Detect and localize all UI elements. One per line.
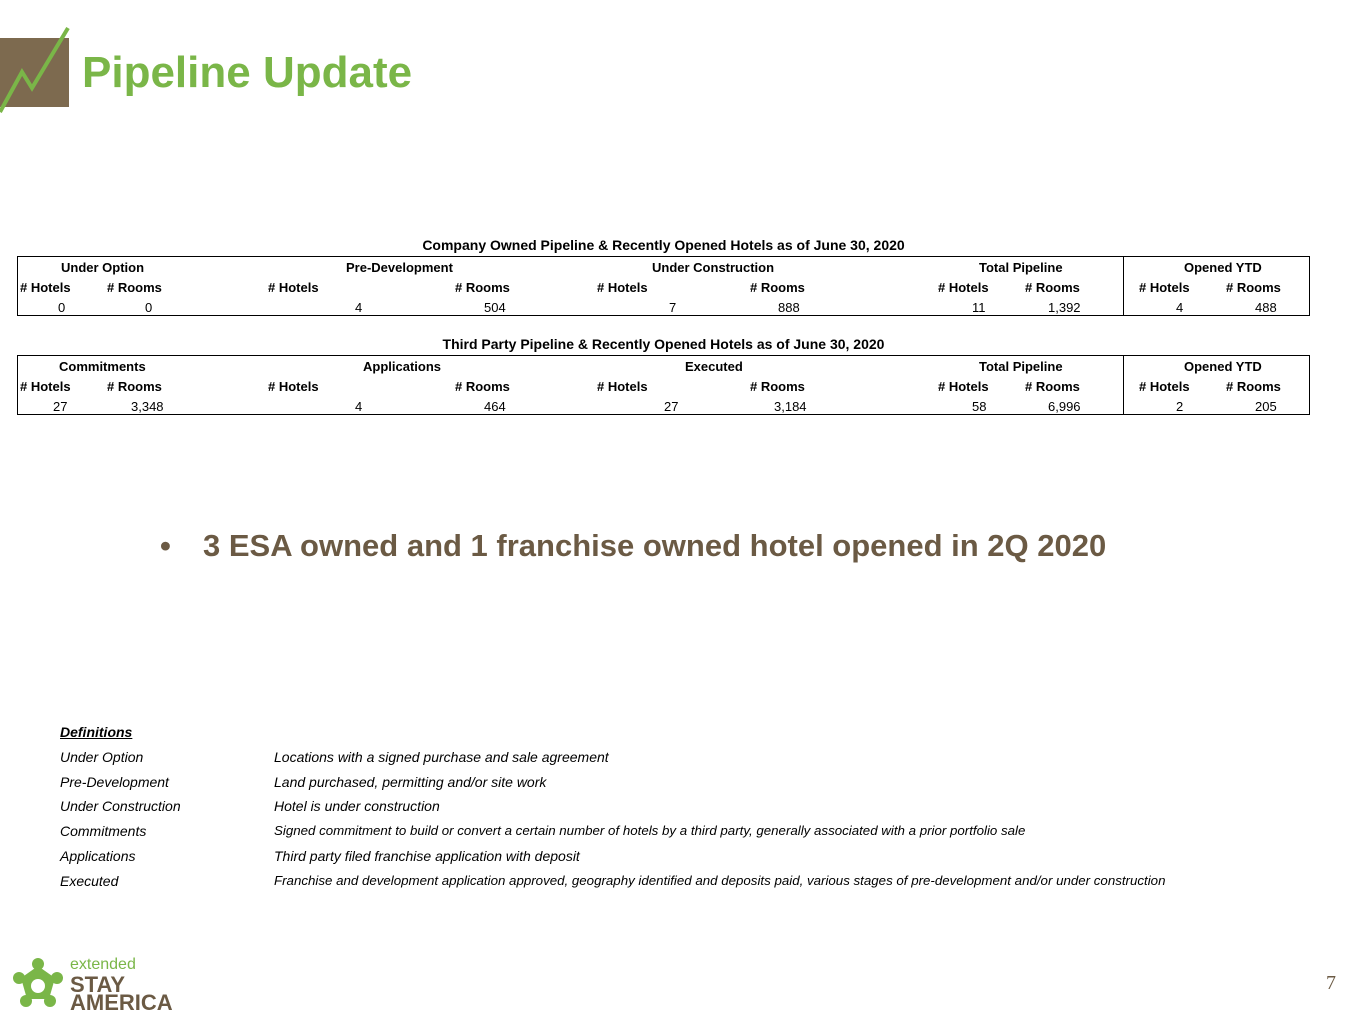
table-cell: 4	[355, 300, 363, 315]
group-header: Total Pipeline	[979, 260, 1063, 275]
definition-term: Pre-Development	[60, 774, 169, 790]
table-cell: 4	[355, 399, 363, 414]
table-cell: 4	[1176, 300, 1184, 315]
column-header: # Rooms	[1226, 379, 1281, 394]
group-header: Executed	[685, 359, 743, 374]
column-header: # Hotels	[938, 280, 989, 295]
table-cell: 7	[669, 300, 677, 315]
definition-term: Under Construction	[60, 798, 181, 814]
column-header: # Hotels	[1139, 280, 1190, 295]
definitions-heading: Definitions	[60, 724, 133, 740]
column-header: # Rooms	[1025, 280, 1080, 295]
star-icon	[10, 956, 66, 1012]
column-header: # Hotels	[1139, 379, 1190, 394]
table-cell: 11	[972, 300, 986, 315]
column-header: # Rooms	[750, 280, 805, 295]
third-party-pipeline-table	[17, 355, 1310, 415]
group-header: Applications	[363, 359, 442, 374]
table-cell: 2	[1176, 399, 1184, 414]
trend-line-icon	[0, 26, 72, 116]
table-cell: 888	[778, 300, 800, 315]
page-number: 7	[1326, 972, 1336, 994]
company-owned-pipeline-table	[17, 256, 1310, 316]
group-header: Commitments	[59, 359, 146, 374]
column-header: # Rooms	[455, 280, 510, 295]
column-header: # Rooms	[107, 280, 162, 295]
column-header: # Hotels	[20, 280, 71, 295]
brand-line-america: AMERICA	[70, 990, 173, 1015]
company-owned-table-title: Company Owned Pipeline & Recently Opened Hotels as of June 30, 2020	[422, 237, 905, 253]
column-header: # Hotels	[597, 379, 648, 394]
column-header: # Hotels	[597, 280, 648, 295]
column-header: # Rooms	[107, 379, 162, 394]
definition-term: Under Option	[60, 749, 144, 765]
group-header: Under Option	[61, 260, 145, 275]
table-cell: 27	[664, 399, 679, 414]
column-header: # Rooms	[750, 379, 805, 394]
definition-description: Signed commitment to build or convert a certain number of hotels by a third party, generally associated with a prior portfolio sale	[274, 823, 1026, 838]
third-party-table-title: Third Party Pipeline & Recently Opened Hotels as of June 30, 2020	[442, 336, 885, 352]
definition-description: Third party filed franchise application with deposit	[274, 848, 580, 864]
group-header: Under Construction	[652, 260, 775, 275]
page-title: Pipeline Update	[82, 48, 413, 97]
group-header: Opened YTD	[1184, 359, 1262, 374]
group-header: Pre-Development	[346, 260, 453, 275]
table-cell: 0	[58, 300, 66, 315]
table-cell: 27	[53, 399, 68, 414]
brand-line-extended: extended	[70, 956, 136, 973]
column-header: # Rooms	[1226, 280, 1281, 295]
table-cell: 3,184	[774, 399, 807, 414]
table-cell: 6,996	[1048, 399, 1081, 414]
table-cell: 464	[484, 399, 506, 414]
table-cell: 205	[1255, 399, 1277, 414]
column-header: # Rooms	[455, 379, 510, 394]
definition-description: Locations with a signed purchase and sale agreement	[274, 749, 609, 765]
definition-description: Hotel is under construction	[274, 798, 440, 814]
column-header: # Rooms	[1025, 379, 1080, 394]
table-cell: 488	[1255, 300, 1277, 315]
column-header: # Hotels	[938, 379, 989, 394]
definition-description: Land purchased, permitting and/or site work	[274, 774, 547, 790]
column-header: # Hotels	[268, 379, 319, 394]
table-cell: 504	[484, 300, 506, 315]
column-header: # Hotels	[268, 280, 319, 295]
definition-term: Executed	[60, 873, 119, 889]
bullet-symbol: •	[160, 528, 171, 563]
column-header: # Hotels	[20, 379, 71, 394]
definition-description: Franchise and development application approved, geography identified and deposits paid, various stages of pre-development and/or under construction	[274, 873, 1166, 888]
table-cell: 58	[972, 399, 987, 414]
table-divider	[1123, 257, 1124, 315]
group-header: Total Pipeline	[979, 359, 1063, 374]
definition-term: Applications	[60, 848, 136, 864]
table-divider	[1123, 356, 1124, 414]
table-cell: 3,348	[131, 399, 164, 414]
bullet-text: 3 ESA owned and 1 franchise owned hotel opened in 2Q 2020	[203, 528, 1107, 563]
table-cell: 0	[145, 300, 153, 315]
brand-line-stay: STAY	[70, 972, 126, 997]
definition-term: Commitments	[60, 823, 147, 839]
table-cell: 1,392	[1048, 300, 1081, 315]
group-header: Opened YTD	[1184, 260, 1262, 275]
brand-logo	[10, 956, 180, 1016]
